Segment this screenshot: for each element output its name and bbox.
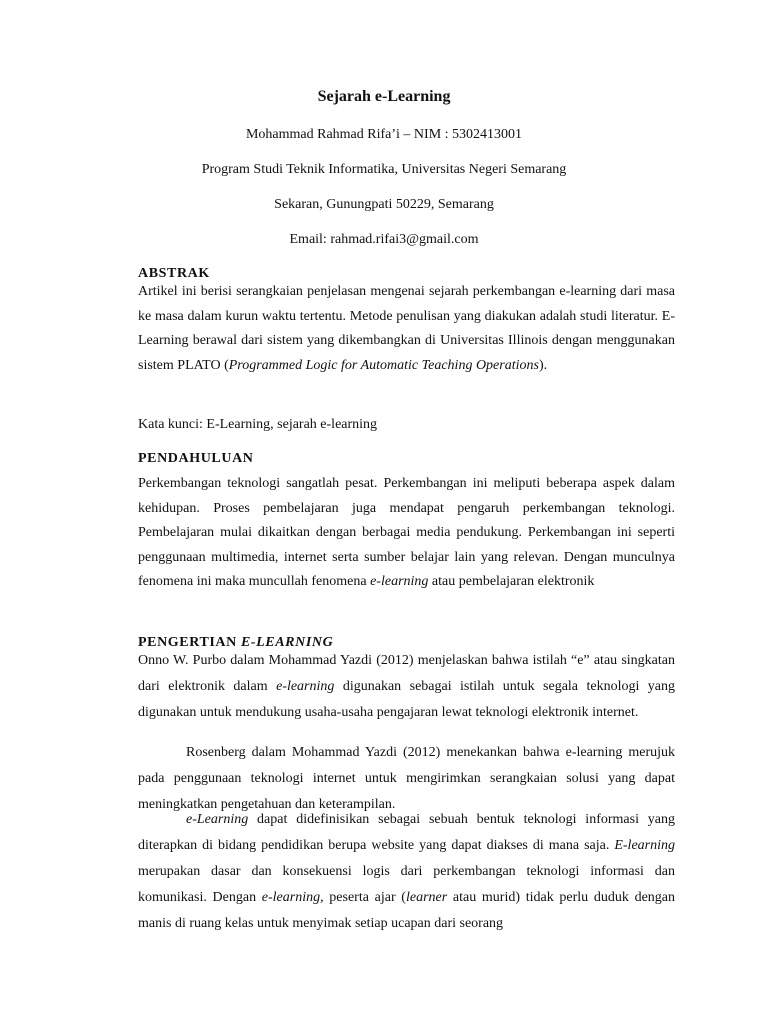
affiliation-line: Program Studi Teknik Informatika, Universitas Negeri Semarang xyxy=(201,162,567,177)
pengertian-paragraph-3: e-Learning dapat didefinisikan sebagai sebuah bentuk teknologi informasi yang diterapkan di bidang pendidikan berupa website yang dapat diakses di mana saja. E-learning merupakan dasar dan konsekuensi logis dari perkembangan teknologi informasi dan komunikasi. Dengan e-learning, peserta ajar (learner atau murid) tidak perlu duduk dengan manis di ruang kelas untuk menyimak setiap ucapan dari seorang xyxy=(138,812,675,931)
abstract-heading: ABSTRAK xyxy=(138,266,210,281)
keywords-line: Kata kunci: E-Learning, sejarah e-learning xyxy=(138,417,378,432)
abstract-italic-term: Programmed Logic for Automatic Teaching Operations xyxy=(228,357,539,373)
pengertian-heading: PENGERTIAN E-LEARNING xyxy=(138,635,334,650)
paper-title: Sejarah e-Learning xyxy=(317,88,451,105)
abstract-paragraph: Artikel ini berisi serangkaian penjelasan mengenai sejarah perkembangan e-learning dari masa ke masa dalam kurun waktu tertentu. Metode penulisan yang diakukan adalah studi literatur. E-Learning berawal dari sistem yang dikembangkan di Universitas Illinois dengan menggunakan sistem PLATO (Programmed Logic for Automatic Teaching Operations). xyxy=(138,284,675,373)
pengertian-paragraph-1: Onno W. Purbo dalam Mohammad Yazdi (2012) menjelaskan bahwa istilah “e” atau singkatan dari elektronik dalam e-learning digunakan sebagai istilah untuk segala teknologi yang digunakan untuk mendukung usaha-usaha pengajaran lewat teknologi elektronik internet. xyxy=(138,653,676,720)
address-line: Sekaran, Gunungpati 50229, Semarang xyxy=(274,197,494,212)
author-line: Mohammad Rahmad Rifa’i – NIM : 5302413001 xyxy=(245,127,523,142)
pendahuluan-paragraph: Perkembangan teknologi sangatlah pesat. Perkembangan ini meliputi beberapa aspek dalam kehidupan. Proses pembelajaran juga mendapat pengaruh perkembangan teknologi. Pembelajaran mulai dikaitkan dengan berbagai media pendukung. Perkembangan ini seperti penggunaan multimedia, internet serta sumber belajar lain yang relevan. Dengan munculnya fenomena ini maka muncullah fenomena e-learning atau pembelajaran elektronik xyxy=(138,476,675,589)
pengertian-paragraph-2: Rosenberg dalam Mohammad Yazdi (2012) menekankan bahwa e-learning merujuk pada penggunaan teknologi internet untuk mengirimkan serangkaian solusi yang dapat meningkatkan pengetahuan dan keterampilan. xyxy=(138,745,675,812)
email-line: Email: rahmad.rifai3@gmail.com xyxy=(289,232,479,247)
pendahuluan-heading: PENDAHULUAN xyxy=(138,451,254,466)
